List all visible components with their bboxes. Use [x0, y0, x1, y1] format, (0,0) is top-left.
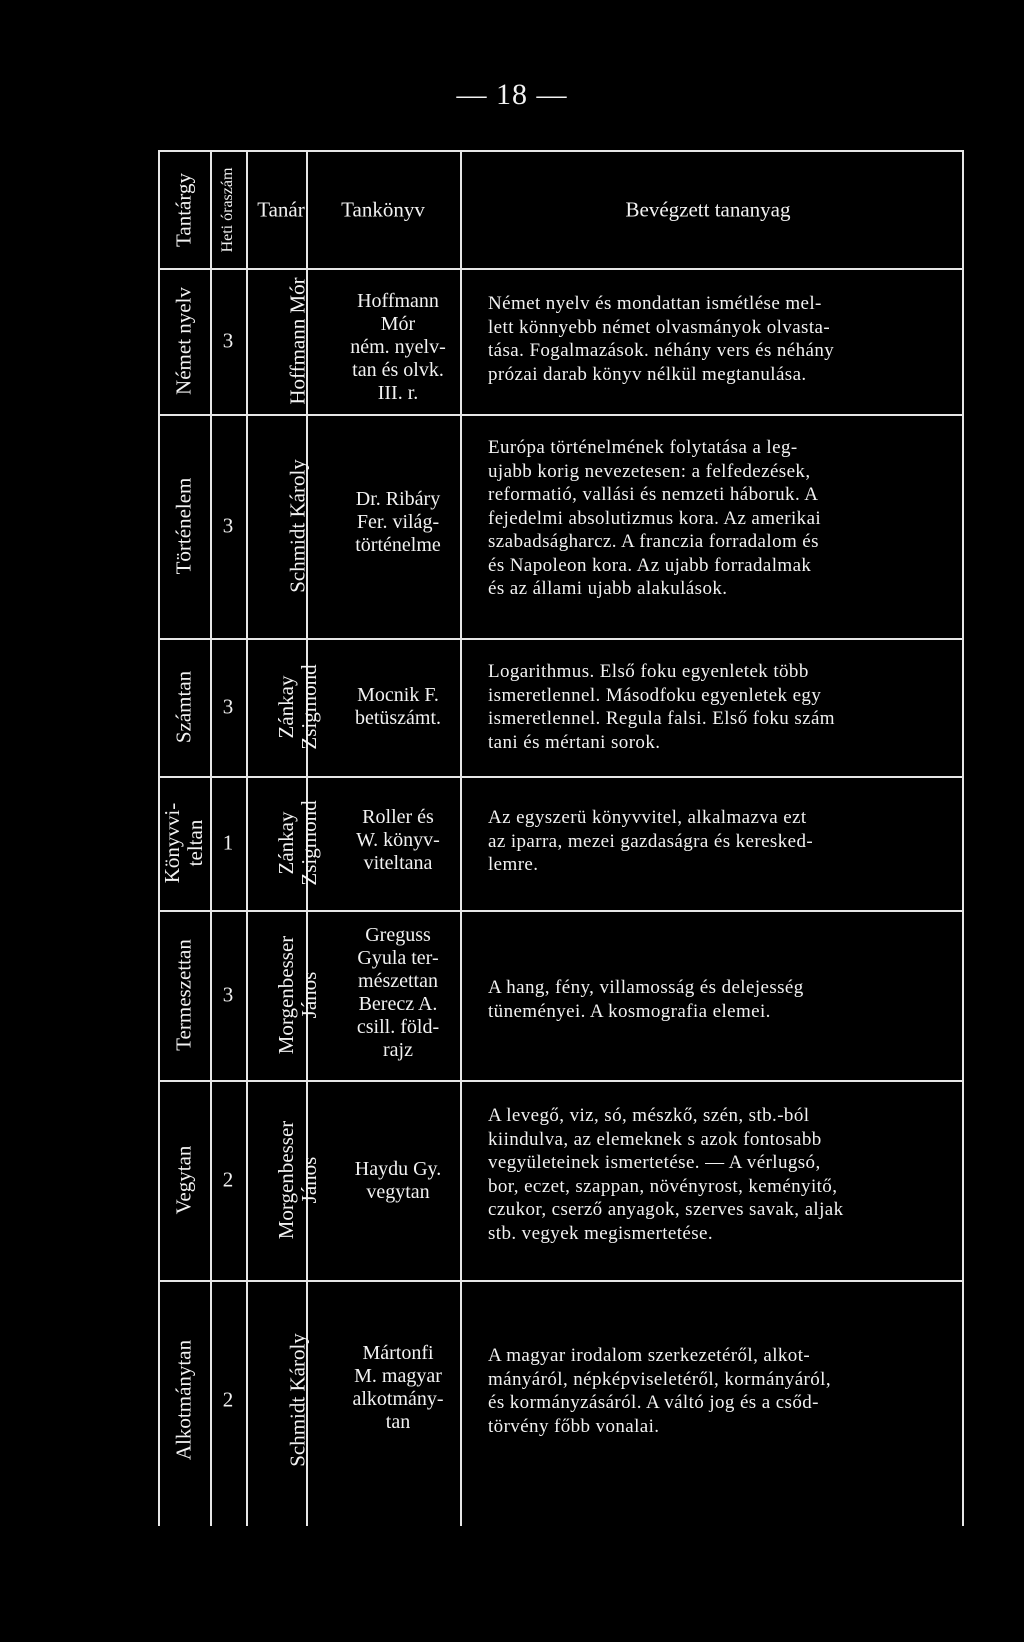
row-hours: 3 [222, 694, 234, 719]
column-rule [460, 150, 462, 1526]
row-teacher: Hoffmann Mór [285, 277, 310, 405]
row-teacher: Morgenbesser János [273, 1120, 321, 1240]
row-textbook: Roller és W. könyv- viteltana [356, 806, 440, 874]
right-border [962, 150, 964, 1526]
row-subject: Történelem [171, 477, 196, 575]
row-rule [158, 1080, 964, 1082]
column-rule [246, 150, 248, 1526]
row-teacher: Schmidt Károly [285, 1333, 310, 1467]
curriculum-table [158, 150, 964, 1526]
row-teacher: Zánkay Zsigmond [273, 664, 321, 750]
row-teacher: Zánkay Zsigmond [273, 800, 321, 886]
table-top-rule [158, 150, 964, 152]
row-textbook: Mártonfi M. magyar alkotmány- tan [352, 1342, 444, 1433]
row-rule [158, 1280, 964, 1282]
row-teacher: Schmidt Károly [285, 459, 310, 593]
row-material: A magyar irodalom szerkezetéről, alkot- mányáról, népképviseletéről, kormányáról, és kormányzásáról. A váltó jog és a csőd- törvény főbb vonalai. [488, 1345, 831, 1437]
row-rule [158, 414, 964, 416]
row-hours: 3 [222, 328, 234, 353]
row-material: Az egyszerü könyvvitel, alkalmazva ezt az iparra, mezei gazdaságra és keresked- lemre. [488, 807, 814, 875]
row-textbook: Greguss Gyula ter- mészettan Berecz A. csill. föld- rajz [356, 924, 440, 1061]
row-subject: Könyvvi- teltan [159, 802, 207, 884]
row-subject: Alkotmánytan [171, 1339, 196, 1461]
row-subject: Számtan [171, 670, 196, 744]
row-textbook: Dr. Ribáry Fer. világ- történelme [355, 488, 441, 556]
row-subject: Termeszettan [171, 939, 196, 1051]
row-material: Német nyelv és mondattan ismétlése mel- lett könnyebb német olvasmányok olvasta- tása. Fogalmazások. néhány vers és néhány prózai darab könyv nélkül megtanulása. [488, 293, 835, 385]
row-textbook: Hoffmann Mór ném. nyelv- tan és olvk. III. r. [350, 290, 446, 404]
header-teacher: Tanár [257, 197, 305, 222]
row-material: Logarithmus. Első foku egyenletek több ismeretlennel. Másodfoku egyenletek egy ismeretlennel. Regula falsi. Első foku szám tani és mértani sorok. [488, 661, 835, 753]
row-textbook: Haydu Gy. vegytan [354, 1158, 442, 1203]
row-subject: Német nyelv [171, 287, 196, 395]
column-rule [210, 150, 212, 1526]
row-hours: 1 [222, 830, 234, 855]
row-textbook: Mocnik F. betüszámt. [354, 684, 442, 729]
page-number: — 18 — [456, 78, 568, 111]
row-hours: 2 [222, 1387, 234, 1412]
row-rule [158, 910, 964, 912]
row-hours: 3 [222, 513, 234, 538]
row-material: A hang, fény, villamosság és delejesség tüneményei. A kosmografia elemei. [488, 977, 804, 1022]
row-subject: Vegytan [171, 1145, 196, 1215]
header-bottom-rule [158, 268, 964, 270]
header-weekly-hours: Heti óraszám [219, 167, 237, 253]
row-material: Európa történelmének folytatása a leg- ujabb korig nevezetesen: a felfedezések, reformatió, vallási és nemzeti háboruk. A fejedelmi absolutizmus kora. Az amerikai szabadságharcz. A franczia forradalom és és Napoleon kora. Az ujabb forradalmak és az állami ujabb alakulások. [488, 437, 822, 599]
header-subject: Tantárgy [171, 173, 196, 247]
row-material: A levegő, viz, só, mészkő, szén, stb.-ból kiindulva, az elemeknek s azok fontosabb vegyületeinek ismertetése. — A vérlugsó, bor, eczet, szappan, növényrost, keményitő, czukor, cserző anyagok, szerves savak, aljak stb. vegyek megismertetése. [488, 1105, 844, 1244]
row-hours: 2 [222, 1167, 234, 1192]
row-hours: 3 [222, 982, 234, 1007]
row-teacher: Morgenbesser János [273, 935, 321, 1055]
header-textbook: Tankönyv [341, 197, 425, 222]
header-completed-material: Bevégzett tananyag [625, 197, 791, 222]
row-rule [158, 776, 964, 778]
row-rule [158, 638, 964, 640]
